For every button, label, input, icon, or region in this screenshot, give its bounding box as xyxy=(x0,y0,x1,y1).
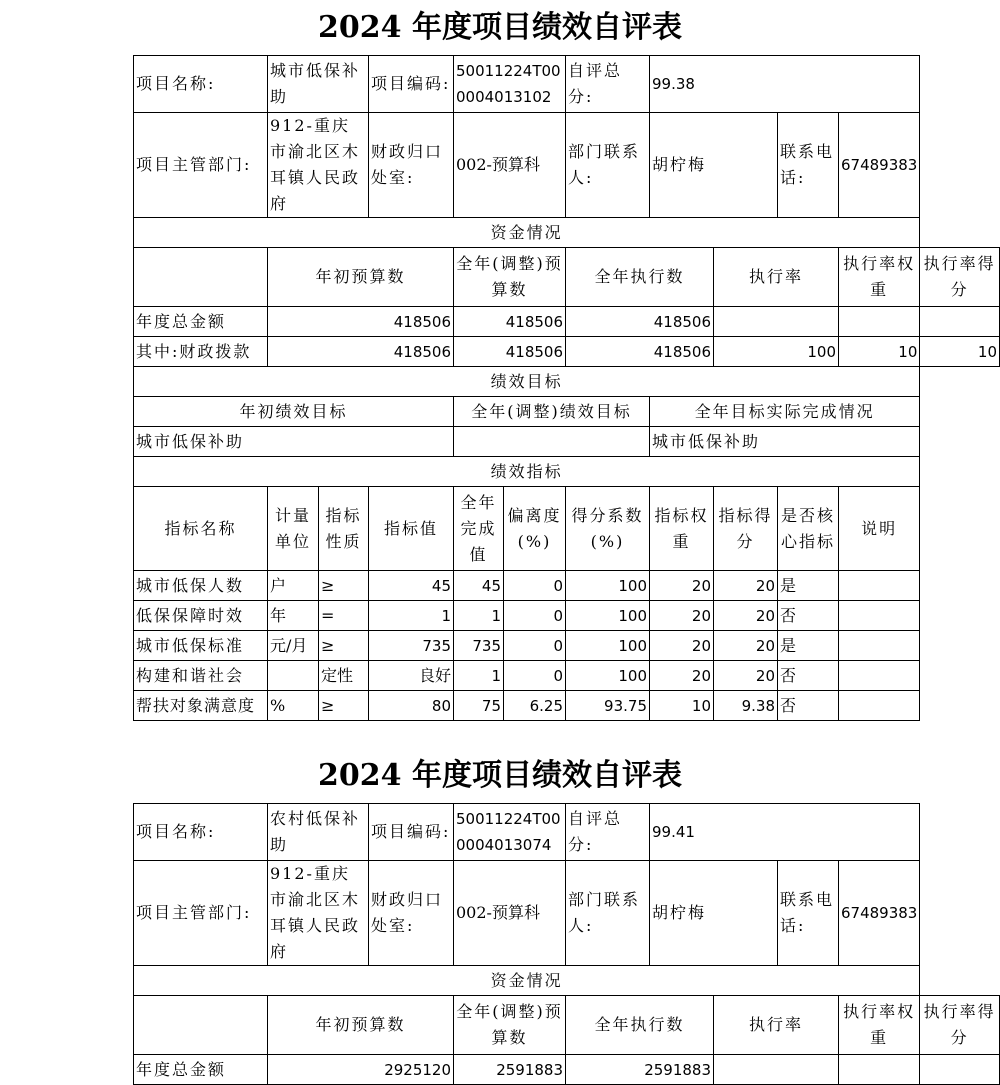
finance-label: 财政归口处室: xyxy=(369,113,454,218)
self-score-label: 自评总分: xyxy=(566,804,650,861)
ind-col-deviation: 偏离度(%) xyxy=(504,487,566,571)
ind-coefficient: 100 xyxy=(566,571,650,601)
self-score-label: 自评总分: xyxy=(566,56,650,113)
ind-col-value: 指标值 xyxy=(369,487,454,571)
finance: 002-预算科 xyxy=(454,861,566,966)
project-code: 50011224T000004013102 xyxy=(454,56,566,113)
funds-initial: 418506 xyxy=(268,307,454,337)
project-name-label: 项目名称: xyxy=(134,56,268,113)
ind-deviation: 0 xyxy=(504,631,566,661)
funds-rate xyxy=(714,307,839,337)
indicator-row xyxy=(134,631,1000,661)
ind-done: 735 xyxy=(454,631,504,661)
funds-col-rate: 执行率 xyxy=(714,996,839,1055)
dept: 912-重庆市渝北区木耳镇人民政府 xyxy=(268,861,369,966)
ind-nature: 定性 xyxy=(319,661,369,691)
goals-col-header xyxy=(134,397,1000,427)
ind-coefficient: 93.75 xyxy=(566,691,650,721)
ind-col-unit: 计量单位 xyxy=(268,487,319,571)
project-row xyxy=(134,804,1000,861)
indicator-row xyxy=(134,691,1000,721)
ind-name: 城市低保标准 xyxy=(134,631,268,661)
self-score: 99.41 xyxy=(650,804,920,861)
performance-table-1 xyxy=(133,55,1000,721)
funds-score xyxy=(920,1055,1000,1085)
funds-col-rate: 执行率 xyxy=(714,248,839,307)
ind-done: 75 xyxy=(454,691,504,721)
ind-score: 20 xyxy=(714,601,778,631)
ind-score: 9.38 xyxy=(714,691,778,721)
ind-name: 城市低保人数 xyxy=(134,571,268,601)
ind-note xyxy=(839,601,920,631)
project-row xyxy=(134,56,1000,113)
ind-score: 20 xyxy=(714,631,778,661)
funds-row-label: 年度总金额 xyxy=(134,1055,268,1085)
ind-done: 1 xyxy=(454,661,504,691)
ind-weight: 20 xyxy=(650,601,714,631)
funds-initial: 2925120 xyxy=(268,1055,454,1085)
ind-core: 否 xyxy=(778,601,839,631)
ind-nature: = xyxy=(319,601,369,631)
finance-label: 财政归口处室: xyxy=(369,861,454,966)
indicator-row xyxy=(134,571,1000,601)
project-name: 农村低保补助 xyxy=(268,804,369,861)
funds-adjusted: 418506 xyxy=(454,307,566,337)
funds-col-score: 执行率得分 xyxy=(920,248,1000,307)
goals-col-actual: 全年目标实际完成情况 xyxy=(650,397,920,427)
ind-weight: 20 xyxy=(650,661,714,691)
funds-col-initial: 年初预算数 xyxy=(268,996,454,1055)
funds-col-empty xyxy=(134,248,268,307)
goal-actual: 城市低保补助 xyxy=(650,427,920,457)
phone: 67489383 xyxy=(839,113,920,218)
ind-col-note: 说明 xyxy=(839,487,920,571)
contact: 胡柠梅 xyxy=(650,861,778,966)
phone-label: 联系电话: xyxy=(778,113,839,218)
ind-unit: 元/月 xyxy=(268,631,319,661)
funds-weight xyxy=(839,307,920,337)
ind-deviation: 0 xyxy=(504,661,566,691)
phone: 67489383 xyxy=(839,861,920,966)
ind-name: 帮扶对象满意度 xyxy=(134,691,268,721)
ind-core: 否 xyxy=(778,691,839,721)
goals-col-initial: 年初绩效目标 xyxy=(134,397,454,427)
funds-rate xyxy=(714,1055,839,1085)
project-name-label: 项目名称: xyxy=(134,804,268,861)
dept-row xyxy=(134,113,1000,218)
funds-col-adjusted: 全年(调整)预算数 xyxy=(454,248,566,307)
dept: 912-重庆市渝北区木耳镇人民政府 xyxy=(268,113,369,218)
ind-col-nature: 指标性质 xyxy=(319,487,369,571)
dept-row xyxy=(134,861,1000,966)
ind-coefficient: 100 xyxy=(566,661,650,691)
ind-done: 1 xyxy=(454,601,504,631)
funds-executed: 2591883 xyxy=(566,1055,714,1085)
ind-nature: ≥ xyxy=(319,691,369,721)
self-score: 99.38 xyxy=(650,56,920,113)
ind-nature: ≥ xyxy=(319,571,369,601)
ind-name: 构建和谐社会 xyxy=(134,661,268,691)
ind-coefficient: 100 xyxy=(566,601,650,631)
funds-row-label: 其中:财政拨款 xyxy=(134,337,268,367)
ind-unit: 户 xyxy=(268,571,319,601)
ind-note xyxy=(839,571,920,601)
funds-adjusted: 2591883 xyxy=(454,1055,566,1085)
ind-weight: 20 xyxy=(650,571,714,601)
goals-header: 绩效目标 xyxy=(134,367,920,397)
funds-weight xyxy=(839,1055,920,1085)
ind-coefficient: 100 xyxy=(566,631,650,661)
ind-deviation: 6.25 xyxy=(504,691,566,721)
ind-value: 1 xyxy=(369,601,454,631)
ind-deviation: 0 xyxy=(504,601,566,631)
ind-col-coefficient: 得分系数(%) xyxy=(566,487,650,571)
ind-done: 45 xyxy=(454,571,504,601)
funds-weight: 10 xyxy=(839,337,920,367)
ind-unit: 年 xyxy=(268,601,319,631)
funds-row xyxy=(134,307,1000,337)
funds-col-adjusted: 全年(调整)预算数 xyxy=(454,996,566,1055)
ind-unit xyxy=(268,661,319,691)
ind-core: 是 xyxy=(778,571,839,601)
funds-executed: 418506 xyxy=(566,307,714,337)
ind-value: 良好 xyxy=(369,661,454,691)
goals-col-adjusted: 全年(调整)绩效目标 xyxy=(454,397,650,427)
goals-row xyxy=(134,427,1000,457)
funds-row-label: 年度总金额 xyxy=(134,307,268,337)
indicators-col-header xyxy=(134,487,1000,571)
ind-weight: 20 xyxy=(650,631,714,661)
ind-deviation: 0 xyxy=(504,571,566,601)
funds-col-initial: 年初预算数 xyxy=(268,248,454,307)
funds-col-executed: 全年执行数 xyxy=(566,996,714,1055)
ind-value: 80 xyxy=(369,691,454,721)
funds-col-empty xyxy=(134,996,268,1055)
ind-note xyxy=(839,691,920,721)
ind-note xyxy=(839,631,920,661)
funds-initial: 418506 xyxy=(268,337,454,367)
funds-row xyxy=(134,337,1000,367)
project-code-label: 项目编码: xyxy=(369,804,454,861)
contact-label: 部门联系人: xyxy=(566,861,650,966)
funds-col-header xyxy=(134,996,1000,1055)
project-name: 城市低保补助 xyxy=(268,56,369,113)
ind-score: 20 xyxy=(714,571,778,601)
ind-col-done: 全年完成值 xyxy=(454,487,504,571)
indicators-header: 绩效指标 xyxy=(134,457,920,487)
funds-col-executed: 全年执行数 xyxy=(566,248,714,307)
ind-nature: ≥ xyxy=(319,631,369,661)
ind-name: 低保保障时效 xyxy=(134,601,268,631)
ind-note xyxy=(839,661,920,691)
funds-adjusted: 418506 xyxy=(454,337,566,367)
funds-header: 资金情况 xyxy=(134,218,920,248)
ind-value: 735 xyxy=(369,631,454,661)
ind-col-score: 指标得分 xyxy=(714,487,778,571)
project-code-label: 项目编码: xyxy=(369,56,454,113)
ind-col-name: 指标名称 xyxy=(134,487,268,571)
funds-executed: 418506 xyxy=(566,337,714,367)
indicator-row xyxy=(134,661,1000,691)
table1-title: 2024 年度项目绩效自评表 xyxy=(318,10,682,45)
performance-table-2 xyxy=(133,803,1000,1085)
funds-score: 10 xyxy=(920,337,1000,367)
funds-row xyxy=(134,1055,1000,1085)
funds-rate: 100 xyxy=(714,337,839,367)
funds-col-score: 执行率得分 xyxy=(920,996,1000,1055)
ind-weight: 10 xyxy=(650,691,714,721)
ind-col-core: 是否核心指标 xyxy=(778,487,839,571)
finance: 002-预算科 xyxy=(454,113,566,218)
contact: 胡柠梅 xyxy=(650,113,778,218)
ind-core: 否 xyxy=(778,661,839,691)
funds-header: 资金情况 xyxy=(134,966,920,996)
dept-label: 项目主管部门: xyxy=(134,861,268,966)
funds-score xyxy=(920,307,1000,337)
contact-label: 部门联系人: xyxy=(566,113,650,218)
phone-label: 联系电话: xyxy=(778,861,839,966)
goal-adjusted xyxy=(454,427,650,457)
ind-col-weight: 指标权重 xyxy=(650,487,714,571)
dept-label: 项目主管部门: xyxy=(134,113,268,218)
ind-value: 45 xyxy=(369,571,454,601)
funds-col-header xyxy=(134,248,1000,307)
funds-col-weight: 执行率权重 xyxy=(839,248,920,307)
ind-core: 是 xyxy=(778,631,839,661)
project-code: 50011224T000004013074 xyxy=(454,804,566,861)
ind-unit: % xyxy=(268,691,319,721)
table2-title: 2024 年度项目绩效自评表 xyxy=(318,758,682,793)
funds-col-weight: 执行率权重 xyxy=(839,996,920,1055)
goal-initial: 城市低保补助 xyxy=(134,427,454,457)
indicator-row xyxy=(134,601,1000,631)
ind-score: 20 xyxy=(714,661,778,691)
